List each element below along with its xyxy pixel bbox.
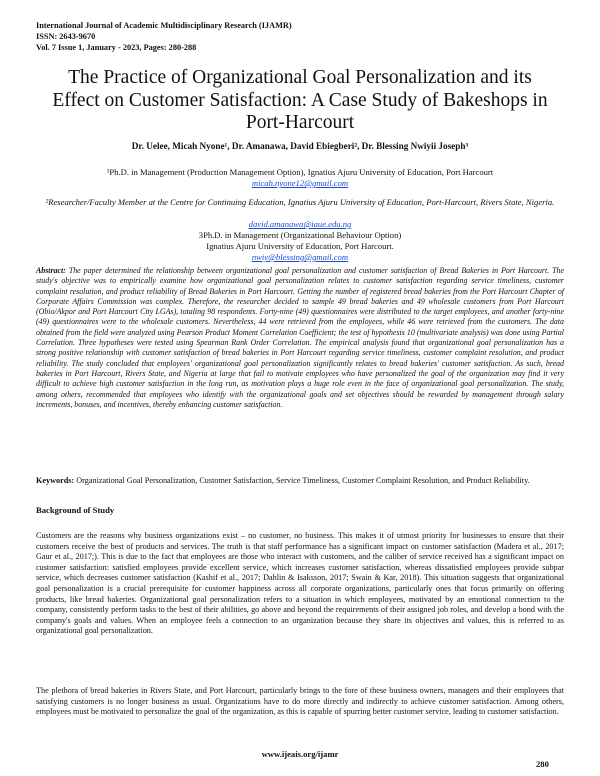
affiliation-3-email	[36, 252, 564, 263]
keywords-label: Keywords:	[36, 476, 75, 485]
affiliation-1-email	[36, 178, 564, 189]
section-heading: Background of Study	[36, 505, 115, 515]
journal-header	[36, 20, 292, 53]
journal-name: International Journal of Academic Multidisciplinary Research (IJAMR)	[36, 21, 292, 30]
email-link-1[interactable]: micah.nyone12@gmail.com	[251, 178, 349, 188]
affiliation-3-line-1: 3Ph.D. in Management (Organizational Behaviour Option)	[198, 230, 402, 240]
paragraph-2: The plethora of bread bakeries in Rivers State, and Port Harcourt, particularly brings to the fore of these business owners, managers and their employees that satisfying customers is no longer business as usual. Organizations have to do more directly and indirectly to achieve customer satisfaction. Among others, employees must be motivated to personalize the goal of the organization, as this is capable of spurring better customer service, leading to customer satisfaction.	[36, 686, 564, 717]
abstract-label: Abstract:	[36, 266, 66, 275]
affiliation-1: ¹Ph.D. in Management (Production Management Option), Ignatius Ajuru University of Education, Port Harcourt	[106, 167, 494, 177]
affiliation-3-line-2: Ignatius Ajuru University of Education, Port Harcourt.	[206, 241, 394, 251]
abstract	[36, 266, 564, 410]
page-number: 280	[536, 759, 549, 769]
abstract-text: The paper determined the relationship between organizational goal personalization and customer satisfaction of Bread Bakeries in Port Harcourt. The study's objective was to empirically examine how organizational goal personalization relates to customer satisfaction regarding service timeliness, customer complaint resolution, and product reliability of Bread Bakeries in Port Harcourt. Getting the number of registered bread bakeries from the Port Harcourt Chapter of Corporate Affairs Commission was complex. Therefore, the researcher decided to sample 49 bread bakeries and 49 wholesale customers from Port Harcourt (Obio/Akpor and Port Harcourt City LGAs), totaling 98 respondents. Forty-nine (49) questionnaires were distributed to the target employees, and another forty-nine (49) questionnaires were to the wholesale customers. Nevertheless, 44 were retrieved from the employees, while 46 were retrieved from the customers. The data obtained from the field were analyzed using Pearson Product Moment Correlation Coefficient; the test of hypothesis 10 (multivariate analysis) was done using Partial Correlation. Three hypotheses were tested using Spearman Rank Order Correlation. The empirical analysis found that organizational goal personalization has a strong positive relationship with customer satisfaction of bread bakeries in Port Harcourt regarding service timeliness, customer complaint resolution, and product reliability. The study concluded that employees' organizational goal personalization significantly relates to bread bakeries' customer satisfaction. As such, bread bakeries in Port Harcourt, Rivers State, and Nigeria at large that fail to motivate employees who have personalized the goal of the organization may find it very difficult to achieve high customer satisfaction in the long run, as motivation plays a huge role even in the face of organizational goal personalization. The study, among others, recommended that employees who identify with the organizational goals and set objectives should be rewarded by management through salary increments, bonuses, and incentives, thereby enhancing customer satisfaction.	[36, 266, 564, 409]
paper-title: The Practice of Organizational Goal Personalization and its Effect on Customer Satisfaction: A Case Study of Bakeshops in Port-Harcourt	[52, 67, 548, 133]
email-link-3[interactable]: nwiy@blessing@gmail.com	[251, 252, 349, 262]
keywords	[36, 476, 564, 486]
affiliation-2: ²Researcher/Faculty Member at the Centre for Continuing Education, Ignatius Ajuru University of Education, Port-Harcourt, Rivers State, Nigeria.	[45, 197, 555, 207]
journal-issn: ISSN: 2643-9670	[36, 32, 96, 41]
journal-volume: Vol. 7 Issue 1, January - 2023, Pages: 280-288	[36, 43, 197, 52]
author-list: Dr. Uelee, Micah Nyone¹, Dr. Amanawa, David Ebiegberi², Dr. Blessing Nwiyii Joseph³	[131, 141, 469, 151]
affiliation-2-email	[36, 219, 564, 230]
email-link-2[interactable]: david.amanawa@iaue.edu.ng	[248, 219, 352, 229]
paragraph-1: Customers are the reasons why business organizations exist – no customer, no business. This makes it of utmost priority for businesses to ensure that their customers receive the best of products and services. The truth is that staff performance has a significant impact on customer satisfaction (Madera et al., 2017; Gaur et al., 2017;). This is due to the fact that employees are those who interact with customers, and the caliber of service received has a significant impact on customer satisfaction: satisfied employees provide excellent service, which increases customer satisfaction, whereas dissatisfied employees provide subpar service, which decreases customer satisfaction (Kashif et al., 2017; Dahlin & Isaksson, 2017; Swain & Kar, 2018). This situation suggests that organizational goal personalization is a crucial prerequisite for customer happiness across all corporate organizations, particularly ones that focus primarily on offering products, like bread bakeries. Organizational goal personalization refers to a situation in which employees, motivated by an emotional connection to the company, consistently perform tasks to the best of their abilities, go above and beyond the requirements of their assigned job roles, and develop a bond with the company's goals and values. When an employee feels a connection to an organization because they share its objectives and values, this is referred to as organizational goal personalization.	[36, 531, 564, 636]
footer-url[interactable]: www.ijeais.org/ijamr	[261, 749, 339, 759]
keywords-text: Organizational Goal Personalization, Customer Satisfaction, Service Timeliness, Customer Complaint Resolution, and Product Reliability.	[76, 476, 530, 485]
